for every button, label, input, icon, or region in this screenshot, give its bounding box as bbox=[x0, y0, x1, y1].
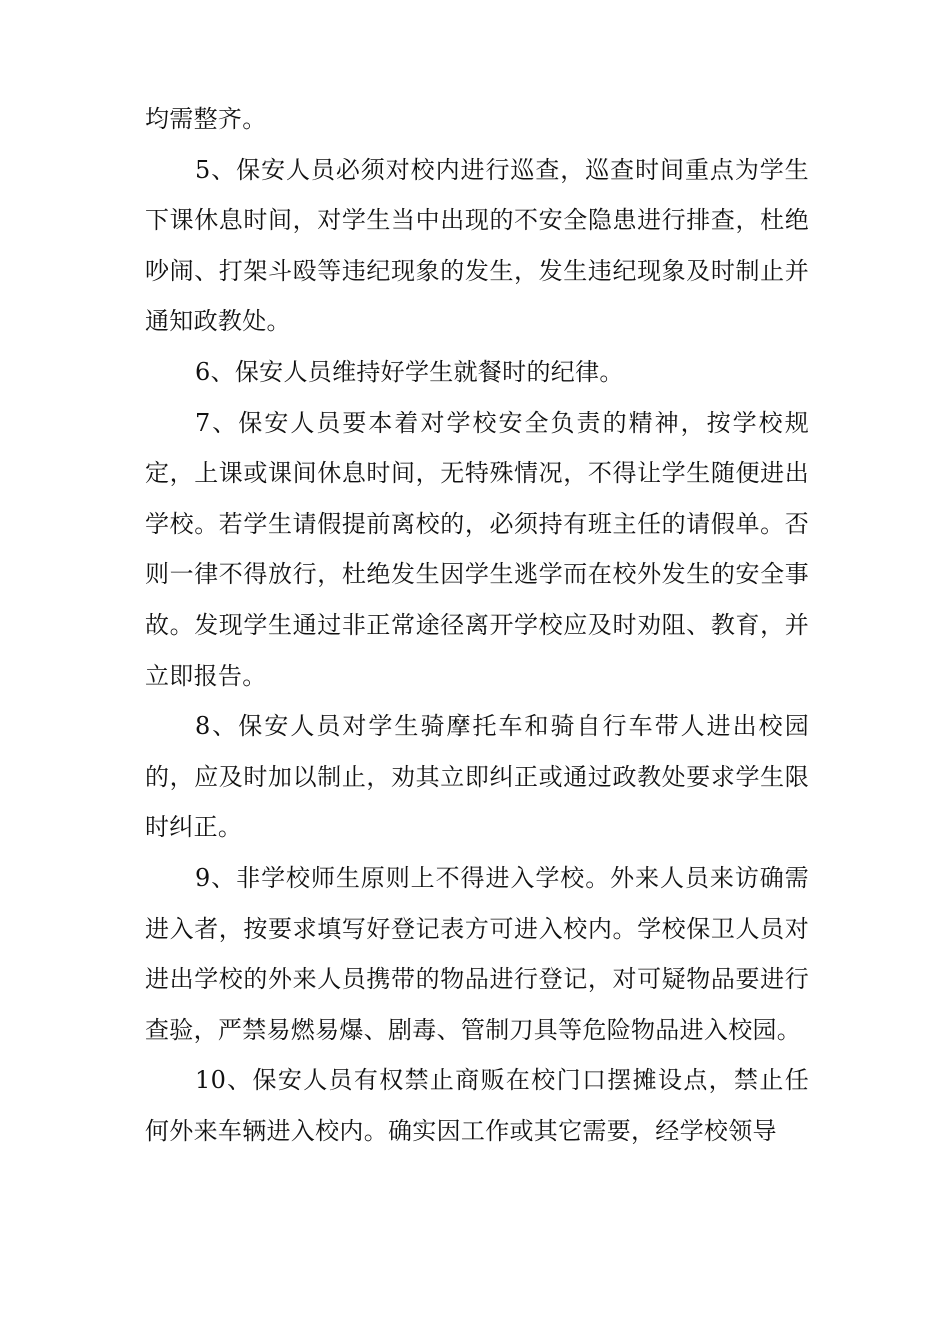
paragraph-item-6: 6、保安人员维持好学生就餐时的纪律。 bbox=[195, 357, 624, 386]
paragraph-item-7: 7、保安人员要本着对学校安全负责的精神，按学校规定，上课或课间休息时间，无特殊情况，不得让学生随便进出学校。若学生请假提前离校的，必须持有班主任的请假单。否则一律不得放行，杜绝发生因学生逃学而在校外发生的安全事故。发现学生通过非正常途径离开学校应及时劝阻、教育，并立即报告。 bbox=[145, 408, 809, 690]
paragraph-item-8: 8、保安人员对学生骑摩托车和骑自行车带人进出校园的，应及时加以制止，劝其立即纠正或通过政教处要求学生限时纠正。 bbox=[145, 712, 809, 842]
paragraph-continuation: 均需整齐。 bbox=[145, 105, 267, 133]
document-body bbox=[145, 94, 809, 1156]
paragraph-item-10: 10、保安人员有权禁止商贩在校门口摆摊设点，禁止任何外来车辆进入校内。确实因工作或其它需要，经学校领导 bbox=[145, 1066, 809, 1145]
paragraph-item-9: 9、非学校师生原则上不得进入学校。外来人员来访确需进入者，按要求填写好登记表方可进入校内。学校保卫人员对进出学校的外来人员携带的物品进行登记，对可疑物品要进行查验，严禁易燃易爆、剧毒、管制刀具等危险物品进入校园。 bbox=[145, 863, 809, 1044]
paragraph-item-5: 5、保安人员必须对校内进行巡查，巡查时间重点为学生下课休息时间，对学生当中出现的不安全隐患进行排查，杜绝吵闹、打架斗殴等违纪现象的发生，发生违纪现象及时制止并通知政教处。 bbox=[145, 155, 809, 336]
